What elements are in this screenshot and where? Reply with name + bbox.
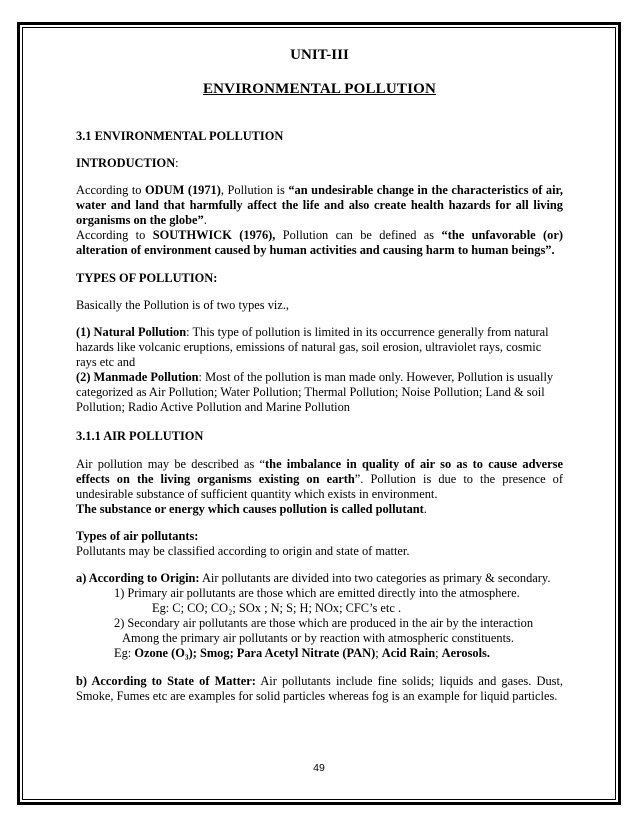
- classification-text: Pollutants may be classified according to origin and state of matter.: [76, 544, 410, 558]
- secondary-pollutants-line1: 2) Secondary air pollutants are those which are produced in the air by the interaction: [114, 616, 534, 630]
- section-3-1-1-heading: 3.1.1 AIR POLLUTION: [76, 429, 204, 443]
- southwick-definition: According to SOUTHWICK (1976), Pollution can be defined as “the unfavorable (or) alteration of environment caused by human activities and causing harm to human beings”.: [76, 228, 563, 257]
- natural-pollution: (1) Natural Pollution: This type of pollution is limited in its occurrence generally from natural hazards like volcanic eruptions, emissions of natural gas, soil erosion, ultraviolet rays, cosmic rays etc and: [76, 325, 549, 369]
- according-to-origin: a) According to Origin: Air pollutants are divided into two categories as primary & secondary.: [76, 571, 551, 585]
- page-number: 49: [313, 762, 325, 774]
- types-of-air-pollutants-heading: Types of air pollutants:: [76, 529, 199, 543]
- odum-definition: According to ODUM (1971), Pollution is “an undesirable change in the characteristics of air, water and land that harmfully affect the life and also create health hazards for all living organisms on the globe”.: [76, 183, 563, 227]
- secondary-pollutants-line2: Among the primary air pollutants or by reaction with atmospheric constituents.: [122, 631, 514, 645]
- primary-examples: Eg: C; CO; CO₂; SOx ; N; S; H; NOx; CFC’s etc .: [152, 601, 402, 615]
- page-content: [76, 48, 563, 704]
- basically-text: Basically the Pollution is of two types viz.,: [76, 298, 290, 312]
- section-3-1-heading: 3.1 ENVIRONMENTAL POLLUTION: [76, 129, 284, 143]
- according-to-state-of-matter: b) According to State of Matter: Air pollutants include fine solids; liquids and gases. Dust, Smoke, Fumes etc are examples for solid particles whereas fog is an example for liquid particles.: [76, 674, 563, 703]
- types-of-pollution-heading: TYPES OF POLLUTION:: [76, 271, 218, 285]
- introduction-label: INTRODUCTION: [76, 156, 176, 170]
- introduction-heading: INTRODUCTION:: [76, 156, 179, 170]
- pollutant-definition: The substance or energy which causes pollution is called pollutant.: [76, 502, 427, 516]
- main-title: ENVIRONMENTAL POLLUTION: [202, 81, 437, 97]
- unit-title: UNIT-III: [290, 47, 349, 63]
- secondary-examples: Eg: Ozone (O₃); Smog; Para Acetyl Nitrate (PAN); Acid Rain; Aerosols.: [114, 646, 490, 660]
- air-pollution-definition: Air pollution may be described as “the imbalance in quality of air so as to cause adverse effects on the living organisms existing on earth”. Pollution is due to the presence of undesirable substance of sufficient quantity which exists in environment.: [76, 457, 563, 501]
- primary-pollutants: 1) Primary air pollutants are those which are emitted directly into the atmosphere.: [114, 586, 520, 600]
- manmade-pollution: (2) Manmade Pollution: Most of the pollution is man made only. However, Pollution is usually categorized as Air Pollution; Water Pollution; Thermal Pollution; Noise Pollution; Land & soil Pollution; Radio Active Pollution and Marine Pollution: [76, 370, 554, 414]
